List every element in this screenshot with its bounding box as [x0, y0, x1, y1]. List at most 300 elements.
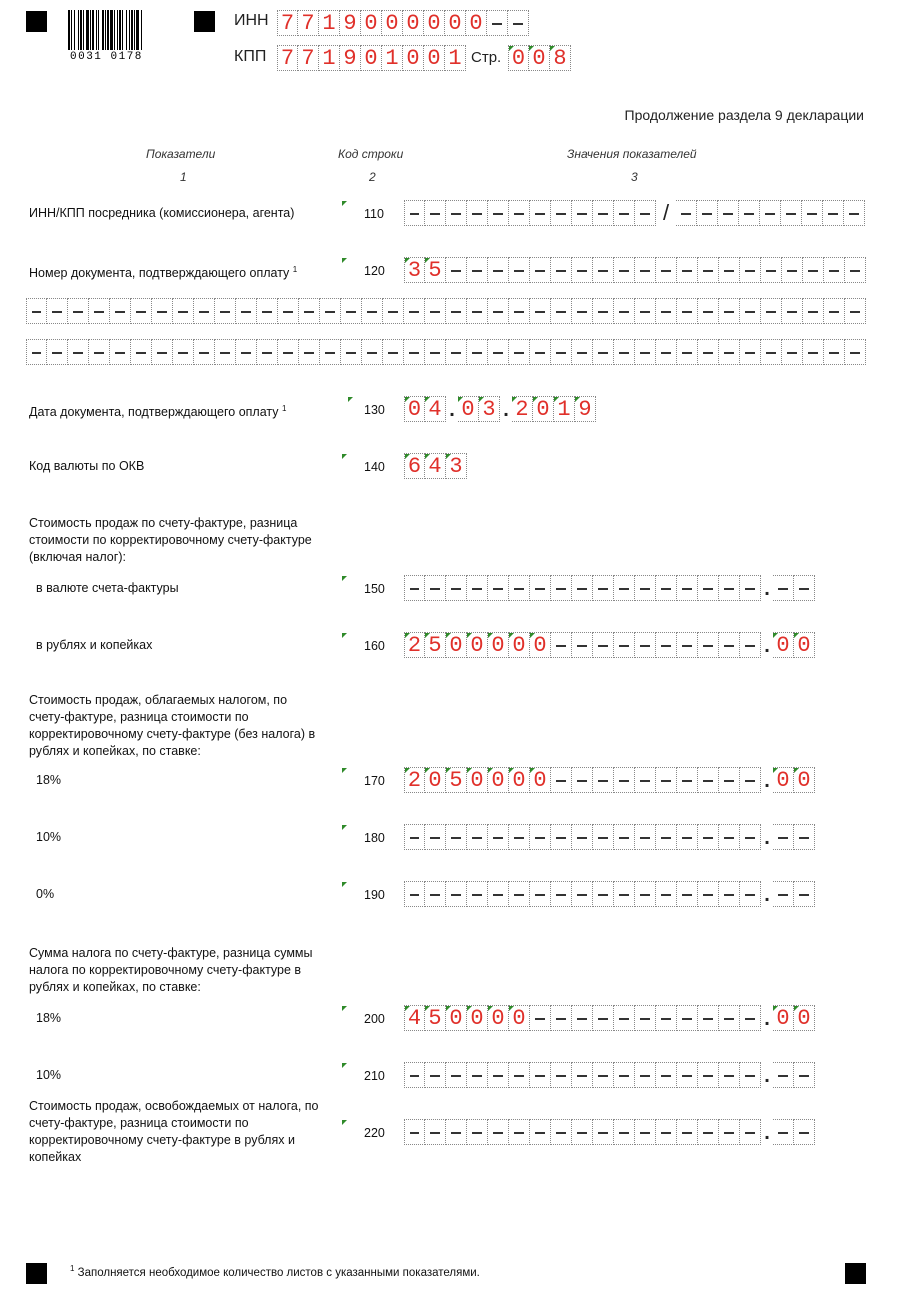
dot-separator: . [764, 635, 770, 657]
empty-cell [656, 257, 677, 283]
empty-cell [635, 298, 656, 324]
empty-cell [719, 824, 740, 850]
empty-cell [614, 200, 635, 226]
empty-cell [530, 257, 551, 283]
digit-cell: 1 [319, 10, 340, 36]
empty-cell [614, 767, 635, 793]
empty-cell [614, 1119, 635, 1145]
empty-cell [572, 298, 593, 324]
empty-cell [761, 298, 782, 324]
empty-cell [299, 298, 320, 324]
empty-cell [761, 339, 782, 365]
empty-cell [509, 339, 530, 365]
digit-cell: 4 [425, 396, 446, 422]
empty-cell [488, 575, 509, 601]
column-number-3: 3 [631, 170, 638, 184]
empty-cell [509, 298, 530, 324]
empty-cell [89, 339, 110, 365]
empty-cell [383, 339, 404, 365]
empty-cell [551, 575, 572, 601]
tick-mark [342, 633, 347, 638]
empty-cell [446, 881, 467, 907]
empty-cell [404, 881, 425, 907]
empty-cell [614, 881, 635, 907]
empty-cell [488, 339, 509, 365]
empty-cell [802, 200, 823, 226]
empty-cell [698, 1119, 719, 1145]
empty-cell [794, 881, 815, 907]
empty-cell [551, 767, 572, 793]
empty-cell [719, 881, 740, 907]
empty-cell [572, 881, 593, 907]
row-130-code: 130 [364, 403, 385, 417]
empty-cell [773, 1119, 794, 1145]
empty-cell [530, 1119, 551, 1145]
empty-cell [110, 339, 131, 365]
inn-label: ИНН [234, 12, 269, 29]
empty-cell [152, 339, 173, 365]
empty-cell [803, 298, 824, 324]
empty-cell [823, 200, 844, 226]
empty-cell [530, 824, 551, 850]
empty-cell [404, 1062, 425, 1088]
empty-cell [425, 1062, 446, 1088]
digit-cell: 6 [404, 453, 425, 479]
row-180-amount-field[interactable] [404, 824, 815, 850]
empty-cell [467, 339, 488, 365]
empty-cell [677, 257, 698, 283]
digit-cell: 0 [773, 1005, 794, 1031]
empty-cell [446, 575, 467, 601]
empty-cell [89, 298, 110, 324]
empty-cell [68, 339, 89, 365]
empty-cell [467, 1062, 488, 1088]
row-130-date-field[interactable] [404, 396, 596, 422]
empty-cell [677, 339, 698, 365]
empty-cell [467, 881, 488, 907]
empty-cell [425, 339, 446, 365]
row-120-document-number-field[interactable] [404, 257, 866, 283]
empty-cell [845, 257, 866, 283]
empty-cell [656, 881, 677, 907]
digit-cell: 3 [404, 257, 425, 283]
empty-cell [698, 298, 719, 324]
row-190-label: 0% [36, 887, 55, 901]
digit-cell: 1 [445, 45, 466, 71]
dot-separator: . [503, 399, 509, 421]
empty-cell [152, 298, 173, 324]
empty-cell [467, 200, 488, 226]
empty-cell [593, 881, 614, 907]
empty-cell [236, 298, 257, 324]
group-200-title: Сумма налога по счету-фактуре, разница суммы налога по корректировочному счету-фактуре в рублях и копейках, по ставке: [29, 946, 313, 994]
empty-cell [782, 339, 803, 365]
column-header-values: Значения показателей [567, 147, 697, 161]
empty-cell [446, 1062, 467, 1088]
dot-separator: . [764, 770, 770, 792]
digit-cell: 0 [466, 10, 487, 36]
empty-cell [794, 1119, 815, 1145]
digit-cell: 0 [404, 396, 425, 422]
column-header-line-code: Код строки [338, 147, 404, 161]
digit-cell: 4 [425, 453, 446, 479]
digit-cell: 0 [773, 632, 794, 658]
empty-cell [404, 200, 425, 226]
empty-cell [362, 298, 383, 324]
empty-cell [794, 1062, 815, 1088]
empty-cell [425, 1119, 446, 1145]
row-200-label: 18% [36, 1011, 62, 1025]
digit-cell: 0 [773, 767, 794, 793]
empty-cell [614, 298, 635, 324]
empty-cell [551, 298, 572, 324]
empty-cell [131, 298, 152, 324]
row-130-label-text: Дата документа, подтверждающего оплату [29, 405, 279, 420]
empty-cell [698, 1062, 719, 1088]
row-170-amount-field[interactable] [404, 767, 815, 793]
empty-cell [110, 298, 131, 324]
row-150-code: 150 [364, 582, 385, 596]
row-140-currency-code-field[interactable] [404, 453, 467, 479]
empty-cell [656, 575, 677, 601]
empty-cell [593, 1005, 614, 1031]
empty-cell [530, 575, 551, 601]
empty-cell [824, 298, 845, 324]
dot-separator: . [449, 399, 455, 421]
empty-cell [487, 10, 508, 36]
empty-cell [257, 339, 278, 365]
empty-cell [404, 298, 425, 324]
row-170-label: 18% [36, 773, 62, 787]
empty-cell [404, 575, 425, 601]
digit-cell: 2 [404, 767, 425, 793]
empty-cell [740, 339, 761, 365]
empty-cell [509, 824, 530, 850]
empty-cell [719, 339, 740, 365]
empty-cell [677, 824, 698, 850]
barcode [66, 10, 176, 54]
empty-cell [656, 298, 677, 324]
empty-cell [593, 298, 614, 324]
empty-cell [803, 339, 824, 365]
empty-cell [677, 767, 698, 793]
digit-cell: 7 [298, 10, 319, 36]
inn-field [277, 10, 529, 36]
digit-cell: 0 [509, 632, 530, 658]
row-220-code: 220 [364, 1126, 385, 1140]
empty-cell [446, 339, 467, 365]
digit-cell: 0 [529, 45, 550, 71]
digit-cell: 0 [488, 632, 509, 658]
empty-cell [572, 575, 593, 601]
empty-cell [467, 1119, 488, 1145]
digit-cell: 5 [425, 632, 446, 658]
empty-cell [551, 1005, 572, 1031]
empty-cell [782, 298, 803, 324]
empty-cell [488, 200, 509, 226]
row-170-code: 170 [364, 774, 385, 788]
digit-cell: 4 [404, 1005, 425, 1031]
empty-cell [593, 1119, 614, 1145]
row-160-label: в рублях и копейках [36, 638, 153, 652]
digit-cell: 5 [425, 1005, 446, 1031]
empty-cell [572, 1005, 593, 1031]
page-number-field [508, 45, 571, 71]
empty-cell [215, 298, 236, 324]
group-150-title: Стоимость продаж по счету-фактуре, разница стоимости по корректировочному счету-фактуре (включая налог): [29, 516, 312, 564]
digit-cell: 7 [277, 45, 298, 71]
empty-cell [656, 824, 677, 850]
empty-cell [719, 575, 740, 601]
footnote-ref: 1 [282, 404, 287, 413]
empty-cell [760, 200, 781, 226]
column-number-1: 1 [180, 170, 187, 184]
group-170-title: Стоимость продаж, облагаемых налогом, по счету-фактуре, разница стоимости по корректировочному счету-фактуре (без налога) в рублях и копейках, по ставке: [29, 693, 316, 758]
digit-cell: 7 [277, 10, 298, 36]
tick-mark [342, 1120, 347, 1125]
empty-cell [719, 1119, 740, 1145]
empty-cell [635, 575, 656, 601]
empty-cell [593, 1062, 614, 1088]
empty-cell [824, 257, 845, 283]
tick-mark [348, 397, 353, 402]
digit-cell: 0 [488, 767, 509, 793]
empty-cell [740, 824, 761, 850]
empty-cell [635, 824, 656, 850]
empty-cell [593, 257, 614, 283]
tick-mark [342, 1063, 347, 1068]
row-220-amount-field[interactable] [404, 1119, 815, 1145]
empty-cell [635, 881, 656, 907]
row-110-code: 110 [364, 207, 384, 221]
row-160-code: 160 [364, 639, 385, 653]
digit-cell: 3 [446, 453, 467, 479]
digit-cell: 0 [403, 45, 424, 71]
empty-cell [299, 339, 320, 365]
empty-cell [509, 1062, 530, 1088]
empty-cell [320, 339, 341, 365]
empty-cell [551, 1119, 572, 1145]
empty-cell [488, 881, 509, 907]
empty-cell [593, 824, 614, 850]
empty-cell [698, 339, 719, 365]
footnote-ref: 1 [292, 265, 298, 274]
empty-cell [740, 257, 761, 283]
empty-cell [236, 339, 257, 365]
empty-cell [697, 200, 718, 226]
empty-cell [773, 575, 794, 601]
empty-cell [614, 632, 635, 658]
digit-cell: 9 [340, 45, 361, 71]
empty-cell [26, 339, 47, 365]
digit-cell: 1 [554, 396, 575, 422]
empty-cell [844, 200, 865, 226]
empty-cell [446, 824, 467, 850]
empty-cell [572, 200, 593, 226]
empty-cell [530, 200, 551, 226]
digit-cell: 0 [530, 767, 551, 793]
empty-cell [278, 298, 299, 324]
row-120-label [29, 261, 297, 282]
empty-cell [68, 298, 89, 324]
empty-cell [656, 767, 677, 793]
empty-cell [656, 339, 677, 365]
empty-cell [551, 1062, 572, 1088]
row-140-label: Код валюты по ОКВ [29, 459, 145, 473]
row-190-amount-field[interactable] [404, 881, 815, 907]
row-110-inn-kpp-field[interactable] [404, 200, 865, 226]
empty-cell [761, 257, 782, 283]
footnote [70, 1264, 480, 1279]
row-150-label: в валюте счета-фактуры [36, 581, 179, 595]
digit-cell: 0 [458, 396, 479, 422]
kpp-label: КПП [234, 48, 267, 65]
digit-cell: 0 [361, 45, 382, 71]
empty-cell [719, 632, 740, 658]
empty-cell [740, 575, 761, 601]
empty-cell [773, 881, 794, 907]
empty-cell [635, 1119, 656, 1145]
corner-marker-bottom-left [26, 1263, 47, 1284]
empty-cell [131, 339, 152, 365]
empty-cell [425, 824, 446, 850]
empty-cell [425, 298, 446, 324]
digit-cell: 9 [340, 10, 361, 36]
empty-cell [551, 257, 572, 283]
row-200-amount-field[interactable] [404, 1005, 815, 1031]
digit-cell: 8 [550, 45, 571, 71]
empty-cell [572, 767, 593, 793]
empty-cell [698, 824, 719, 850]
empty-cell [740, 1119, 761, 1145]
digit-cell: 5 [446, 767, 467, 793]
empty-cell [572, 824, 593, 850]
empty-cell [593, 200, 614, 226]
digit-cell: 3 [479, 396, 500, 422]
corner-marker-bottom-right [845, 1263, 866, 1284]
row-210-amount-field[interactable] [404, 1062, 815, 1088]
empty-cell [572, 257, 593, 283]
digit-cell: 0 [382, 10, 403, 36]
digit-cell: 1 [382, 45, 403, 71]
digit-cell: 0 [361, 10, 382, 36]
empty-cell [773, 1062, 794, 1088]
empty-cell [794, 824, 815, 850]
digit-cell: 0 [530, 632, 551, 658]
empty-cell [794, 575, 815, 601]
empty-cell [278, 339, 299, 365]
footnote-mark: 1 [70, 1264, 75, 1273]
digit-cell: 0 [425, 767, 446, 793]
empty-cell [781, 200, 802, 226]
empty-cell [614, 575, 635, 601]
empty-cell [614, 1062, 635, 1088]
empty-cell [488, 824, 509, 850]
tick-mark [342, 201, 347, 206]
empty-cell [593, 767, 614, 793]
empty-cell [698, 1005, 719, 1031]
empty-cell [635, 767, 656, 793]
row-120-document-number-continuation-1[interactable] [26, 298, 866, 324]
empty-cell [614, 257, 635, 283]
tick-mark [342, 454, 347, 459]
empty-cell [341, 339, 362, 365]
empty-cell [719, 1062, 740, 1088]
empty-cell [677, 298, 698, 324]
digit-cell: 0 [403, 10, 424, 36]
empty-cell [677, 632, 698, 658]
empty-cell [698, 257, 719, 283]
empty-cell [740, 881, 761, 907]
tick-mark [342, 258, 347, 263]
empty-cell [47, 339, 68, 365]
column-number-2: 2 [369, 170, 376, 184]
digit-cell: 0 [467, 632, 488, 658]
empty-cell [446, 1119, 467, 1145]
empty-cell [509, 881, 530, 907]
empty-cell [530, 339, 551, 365]
digit-cell: 0 [446, 1005, 467, 1031]
empty-cell [572, 1062, 593, 1088]
digit-cell: 0 [794, 767, 815, 793]
empty-cell [572, 1119, 593, 1145]
empty-cell [509, 257, 530, 283]
column-header-indicators: Показатели [146, 147, 216, 161]
row-150-amount-field[interactable] [404, 575, 815, 601]
empty-cell [404, 339, 425, 365]
row-120-document-number-continuation-2[interactable] [26, 339, 866, 365]
row-180-code: 180 [364, 831, 385, 845]
empty-cell [677, 881, 698, 907]
empty-cell [446, 200, 467, 226]
digit-cell: 0 [533, 396, 554, 422]
empty-cell [676, 200, 697, 226]
row-210-label: 10% [36, 1068, 62, 1082]
empty-cell [740, 298, 761, 324]
digit-cell: 0 [794, 1005, 815, 1031]
empty-cell [845, 298, 866, 324]
kpp-field [277, 45, 466, 71]
empty-cell [488, 298, 509, 324]
empty-cell [508, 10, 529, 36]
dot-separator: . [764, 578, 770, 600]
empty-cell [635, 1005, 656, 1031]
empty-cell [425, 575, 446, 601]
dot-separator: . [764, 884, 770, 906]
row-160-amount-field[interactable] [404, 632, 815, 658]
empty-cell [551, 881, 572, 907]
empty-cell [656, 1119, 677, 1145]
digit-cell: 9 [575, 396, 596, 422]
digit-cell: 0 [424, 45, 445, 71]
empty-cell [194, 298, 215, 324]
empty-cell [677, 575, 698, 601]
digit-cell: 0 [509, 767, 530, 793]
empty-cell [404, 1119, 425, 1145]
empty-cell [698, 767, 719, 793]
empty-cell [824, 339, 845, 365]
tick-mark [342, 1006, 347, 1011]
empty-cell [530, 1005, 551, 1031]
empty-cell [572, 339, 593, 365]
empty-cell [698, 881, 719, 907]
tick-mark [342, 825, 347, 830]
digit-cell: 0 [446, 632, 467, 658]
row-210-code: 210 [364, 1069, 385, 1083]
empty-cell [551, 632, 572, 658]
empty-cell [740, 1062, 761, 1088]
empty-cell [425, 200, 446, 226]
